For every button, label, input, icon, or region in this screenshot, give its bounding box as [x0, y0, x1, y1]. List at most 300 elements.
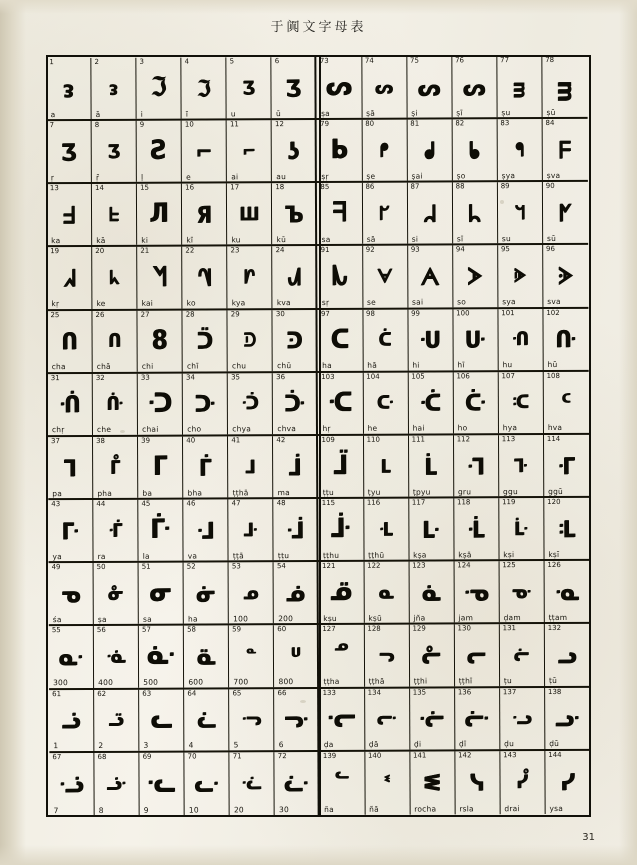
- cell-number: 55: [51, 626, 61, 635]
- cell-romanization: 20: [233, 805, 244, 815]
- cell-romanization: ai: [231, 172, 239, 182]
- cell-number: 139: [322, 751, 337, 760]
- cell-romanization: ṣva: [546, 170, 561, 180]
- letter-glyph: Ш: [239, 202, 260, 225]
- page-number: 31: [582, 832, 595, 843]
- cell-romanization: ya: [52, 551, 62, 561]
- cell-romanization: 9: [143, 806, 149, 816]
- cell-number: 26: [95, 310, 105, 319]
- chart-cell: [137, 58, 182, 119]
- letter-glyph: ᓨ: [241, 772, 263, 794]
- chart-row: [49, 624, 590, 690]
- letter-glyph: ᒧ: [245, 455, 256, 478]
- cell-romanization: ṣṛ: [321, 171, 329, 181]
- page-edge-bottom: [0, 845, 637, 865]
- cell-romanization: ṣī: [456, 108, 463, 118]
- cell-romanization: ku: [231, 235, 241, 245]
- chart-cell: [319, 499, 364, 560]
- letter-glyph: ᴟ: [513, 75, 525, 98]
- cell-number: 102: [546, 308, 560, 317]
- chart-cell: [227, 184, 272, 245]
- cell-romanization: chī: [186, 361, 199, 371]
- cell-romanization: e: [186, 172, 191, 182]
- letter-glyph: ᖻ: [514, 201, 525, 224]
- chart-cell: [455, 688, 500, 749]
- letter-glyph: ᓝ: [283, 705, 309, 734]
- cell-number: 76: [455, 56, 465, 65]
- cell-number: 111: [411, 435, 426, 444]
- cell-romanization: kva: [276, 298, 291, 308]
- cell-number: 4: [184, 57, 190, 66]
- letter-glyph: ᓕ: [466, 641, 487, 670]
- chart-cell: [48, 374, 93, 435]
- chart-cell: [272, 57, 317, 118]
- letter-glyph: ᓟ: [376, 707, 397, 730]
- chart-cell: [409, 435, 454, 496]
- cell-number: 74: [364, 56, 374, 65]
- cell-romanization: sya: [502, 297, 516, 307]
- cell-number: 83: [500, 119, 510, 128]
- chart-cell: [544, 435, 589, 496]
- letter-glyph: ᑟ: [241, 392, 259, 415]
- chart-cell: [92, 184, 137, 245]
- letter-glyph: ᓢ: [512, 706, 532, 729]
- chart-cell: [93, 500, 138, 561]
- cell-romanization: se: [366, 297, 376, 307]
- cell-number: 125: [502, 561, 516, 570]
- letter-glyph: ᗀ: [197, 263, 212, 292]
- cell-number: 77: [500, 56, 510, 65]
- cell-number: 93: [410, 246, 420, 255]
- letter-glyph: ᖵ: [63, 201, 76, 229]
- cell-romanization: sū: [546, 233, 557, 243]
- cell-number: 104: [366, 372, 380, 381]
- cell-romanization: hu: [502, 360, 513, 370]
- letter-glyph: ᓜ: [241, 707, 262, 730]
- cell-romanization: chi: [141, 362, 154, 372]
- cell-number: 23: [230, 246, 240, 255]
- chart-cell: [184, 499, 229, 560]
- cell-romanization: ṣu: [501, 107, 511, 117]
- letter-glyph: ᴟ: [557, 72, 572, 101]
- letter-glyph: ᒹ: [514, 517, 529, 540]
- letter-glyph: ᖶ: [109, 203, 119, 226]
- cell-number: 36: [276, 372, 286, 381]
- letter-glyph: Ъ: [284, 200, 304, 228]
- letter-glyph: ᗁ: [244, 265, 255, 288]
- letter-glyph: ᓦ: [146, 768, 177, 799]
- chart-cell: [137, 247, 182, 308]
- cell-number: 115: [321, 499, 336, 508]
- chart-cell: [230, 752, 275, 815]
- letter-glyph: Ƨ: [150, 135, 168, 166]
- letter-glyph: ᔕ: [325, 71, 353, 102]
- cell-romanization: chai: [142, 425, 159, 435]
- cell-number: 130: [457, 624, 471, 633]
- letter-glyph: ᒨ: [288, 452, 302, 481]
- chart-cell: [274, 499, 319, 560]
- letter-glyph: ᖹ: [423, 199, 436, 228]
- chart-cell: [183, 310, 228, 371]
- cell-romanization: bha: [187, 488, 203, 498]
- chart-cell: [318, 246, 363, 307]
- chart-cell: [317, 183, 362, 244]
- chart-cell: [544, 561, 589, 622]
- chart-cell: [228, 373, 273, 434]
- chart-cell: [500, 624, 545, 685]
- cell-number: 90: [545, 182, 555, 191]
- cell-number: 44: [96, 500, 106, 509]
- letter-glyph: ᒪ: [380, 454, 391, 477]
- letter-glyph: ᖾ: [109, 266, 120, 289]
- cell-number: 45: [141, 499, 151, 508]
- cell-romanization: cha: [51, 362, 66, 372]
- chart-cell: [455, 625, 500, 686]
- chart-cell: [498, 245, 543, 306]
- cell-romanization: jam: [458, 613, 474, 623]
- letter-glyph: ᗃ: [332, 261, 348, 292]
- letter-glyph: ᓖ: [513, 643, 530, 666]
- cell-number: 106: [456, 372, 470, 381]
- letter-glyph: ᑘ: [464, 325, 486, 354]
- chart-row: [47, 119, 588, 185]
- cell-number: 58: [187, 625, 197, 634]
- cell-romanization: cho: [187, 424, 202, 435]
- chart-cell: [452, 56, 497, 117]
- cell-romanization: ḍī: [459, 739, 467, 749]
- chart-cell: [274, 689, 319, 750]
- chart-cell: [498, 182, 543, 243]
- cell-romanization: su: [501, 234, 512, 244]
- cell-romanization: hva: [547, 423, 563, 433]
- letter-glyph: ᓌ: [58, 643, 84, 671]
- letter-glyph: ᑓ: [243, 328, 256, 351]
- letter-glyph: ᒬ: [466, 451, 485, 480]
- letter-glyph: ᒸ: [467, 515, 485, 543]
- cell-number: 118: [456, 498, 471, 507]
- cell-romanization: chā: [96, 362, 111, 372]
- letter-glyph: ᑞ: [194, 390, 216, 418]
- cell-number: 47: [231, 499, 241, 508]
- cell-romanization: ra: [97, 551, 106, 561]
- chart-cell: [545, 624, 590, 685]
- cell-number: 32: [95, 373, 105, 382]
- cell-romanization: chva: [277, 424, 297, 434]
- chart-cell: [183, 436, 228, 497]
- chart-cell: [138, 373, 183, 434]
- letter-glyph: Л: [149, 199, 169, 230]
- cell-romanization: ki: [141, 235, 149, 245]
- cell-romanization: hū: [547, 360, 558, 370]
- cell-romanization: che: [97, 425, 112, 435]
- letter-glyph: ᑔ: [286, 326, 303, 355]
- letter-glyph: ᖯ: [330, 135, 348, 166]
- chart-cell: [362, 57, 407, 118]
- cell-number: 144: [548, 750, 562, 759]
- letter-glyph: ᒩ: [333, 450, 348, 481]
- cell-number: 21: [140, 247, 150, 256]
- cell-romanization: ū: [275, 108, 281, 118]
- letter-glyph: ᑢ: [376, 391, 394, 414]
- cell-number: 48: [276, 499, 286, 508]
- cell-number: 122: [367, 561, 381, 571]
- cell-romanization: hī: [457, 360, 465, 370]
- cell-number: 33: [140, 373, 150, 382]
- cell-number: 64: [187, 689, 197, 698]
- cell-number: 114: [546, 434, 561, 443]
- cell-number: 138: [547, 687, 562, 696]
- cell-number: 81: [410, 119, 420, 128]
- letter-glyph: ᓑ: [290, 642, 301, 670]
- cell-number: 38: [96, 436, 106, 445]
- chart-cell: [363, 372, 408, 433]
- chart-cell: [499, 435, 544, 496]
- cell-romanization: ṭṭu: [322, 487, 334, 497]
- chart-cell: [91, 58, 136, 119]
- cell-romanization: ā: [95, 109, 101, 119]
- cell-romanization: ggū: [548, 486, 563, 496]
- letter-glyph: ᔕ: [374, 75, 394, 98]
- cell-romanization: ṭṭha: [323, 676, 340, 687]
- chart-cell: [318, 436, 363, 497]
- letter-glyph: Ʒ: [242, 76, 256, 99]
- letter-glyph: 8: [151, 325, 168, 356]
- chart-cell: [273, 310, 318, 371]
- chart-row: [48, 498, 589, 564]
- cell-romanization: ko: [186, 298, 196, 308]
- cell-romanization: ṣe: [366, 171, 376, 181]
- letter-glyph: ᓭ: [469, 768, 485, 797]
- cell-romanization: kṣi: [503, 549, 515, 559]
- letter-glyph: ᓧ: [194, 769, 220, 798]
- chart-cell: [453, 372, 498, 433]
- cell-romanization: gru: [457, 486, 472, 496]
- cell-number: 46: [186, 499, 196, 508]
- letter-glyph: ᑕ: [330, 324, 350, 355]
- cell-number: 2: [94, 57, 99, 66]
- letter-glyph: ᓙ: [108, 708, 124, 731]
- cell-number: 51: [141, 562, 151, 572]
- chart-cell: [49, 563, 94, 624]
- letter-glyph: ᖷ: [332, 198, 347, 229]
- cell-number: 6: [274, 57, 280, 66]
- chart-cell: [227, 247, 272, 308]
- chart-cell: [500, 751, 545, 814]
- letter-glyph: ᴈ: [109, 76, 119, 99]
- letter-glyph: ᑎ: [108, 329, 122, 352]
- cell-romanization: ña: [324, 805, 334, 815]
- letter-glyph: ᓪ: [334, 767, 350, 798]
- cell-romanization: ṭū: [548, 676, 558, 686]
- cell-romanization: u: [230, 109, 236, 119]
- cell-number: 20: [95, 247, 105, 256]
- cell-number: 25: [50, 310, 60, 319]
- chart-cell: [408, 309, 453, 370]
- letter-glyph: ᒷ: [422, 515, 440, 544]
- cell-romanization: a: [50, 109, 56, 119]
- letter-glyph: ᓫ: [384, 771, 390, 794]
- cell-romanization: sī: [456, 234, 464, 244]
- letter-glyph: ᓒ: [333, 640, 350, 671]
- chart-cell: [454, 435, 499, 496]
- chart-cell: [229, 626, 274, 687]
- cell-romanization: ṭṭu: [277, 550, 290, 560]
- chart-cell: [47, 121, 92, 182]
- cell-number: 92: [365, 246, 375, 255]
- letter-glyph: ᓮ: [516, 770, 529, 793]
- cell-romanization: sva: [547, 297, 561, 307]
- letter-glyph: ᓠ: [419, 704, 445, 733]
- letter-glyph: ᒱ: [150, 514, 171, 545]
- letter-glyph: ᓣ: [555, 704, 580, 732]
- chart-cell: [499, 372, 544, 433]
- cell-romanization: ṭṭhi: [413, 676, 428, 686]
- chart-cell: [182, 121, 227, 182]
- cell-number: 67: [52, 752, 62, 761]
- cell-number: 123: [412, 561, 426, 570]
- cell-number: 35: [231, 373, 240, 382]
- chart-cell: [48, 437, 93, 498]
- letter-glyph: ᖺ: [468, 199, 481, 228]
- letter-glyph: ᗈ: [558, 262, 574, 290]
- letter-glyph: ᒭ: [514, 454, 528, 477]
- chart-row: [47, 308, 588, 374]
- cell-romanization: hya: [502, 423, 518, 433]
- cell-number: 17: [230, 183, 240, 192]
- chart-cell: [227, 57, 272, 118]
- cell-romanization: ṭṭhī: [458, 676, 473, 686]
- letter-glyph: ᓂ: [149, 577, 173, 608]
- chart-cell: [500, 688, 545, 749]
- letter-glyph: ᓏ: [196, 642, 216, 671]
- cell-romanization: ba: [142, 488, 153, 498]
- chart-cell: [499, 498, 544, 559]
- cell-number: 97: [320, 309, 330, 318]
- page-edge-top: [0, 0, 637, 14]
- cell-number: 142: [458, 751, 472, 760]
- chart-cell: [409, 499, 454, 560]
- letter-glyph: ᑛ: [59, 390, 81, 419]
- letter-glyph: ᑦ: [561, 388, 572, 417]
- cell-romanization: ṣā: [366, 108, 376, 118]
- chart-cell: [92, 247, 137, 308]
- cell-number: 137: [502, 687, 517, 696]
- cell-number: 131: [502, 624, 517, 633]
- cell-number: 135: [412, 688, 427, 697]
- letter-glyph: ᒤ: [110, 455, 121, 478]
- cell-number: 22: [185, 247, 195, 256]
- chart-cell: [138, 437, 183, 498]
- chart-cell: [544, 372, 589, 433]
- letter-glyph: ᑚ: [555, 325, 577, 353]
- letter-glyph: ᒣ: [63, 453, 77, 482]
- letter-glyph: ᒥ: [153, 451, 168, 482]
- cell-number: 126: [547, 561, 561, 570]
- cell-romanization: he: [367, 424, 378, 434]
- cell-romanization: so: [457, 297, 467, 307]
- cell-romanization: la: [142, 551, 150, 561]
- letter-glyph: ᓘ: [61, 706, 81, 735]
- page-title: 于阗文字母表: [270, 20, 367, 35]
- chart-cell: [138, 500, 183, 561]
- cell-number: 16: [185, 183, 195, 192]
- cell-number: 89: [500, 182, 510, 191]
- cell-romanization: ṭyu: [367, 487, 381, 497]
- letter-glyph: ᔕ: [417, 73, 441, 101]
- letter-glyph: ᑖ: [378, 328, 392, 351]
- cell-romanization: ṣi: [411, 108, 418, 118]
- letter-glyph: ᓡ: [464, 704, 490, 733]
- cell-romanization: 200: [278, 614, 294, 624]
- letter-glyph: ᗂ: [287, 263, 301, 291]
- cell-romanization: ṭu: [503, 676, 512, 686]
- chart-cell: [137, 121, 182, 182]
- cell-number: 63: [142, 689, 152, 698]
- cell-romanization: kā: [96, 235, 106, 245]
- cell-number: 101: [501, 308, 515, 317]
- chart-row: [49, 751, 590, 817]
- chart-cell: [275, 752, 320, 815]
- chart-cell: [227, 120, 272, 181]
- cell-romanization: chu: [231, 361, 247, 371]
- cell-romanization: 2: [98, 741, 104, 751]
- cell-number: 19: [50, 247, 60, 256]
- chart-cell: [228, 310, 273, 371]
- letter-glyph: Ʒ: [107, 140, 121, 163]
- cell-romanization: ṝ: [95, 172, 100, 182]
- chart-cell: [182, 184, 227, 245]
- chart-cell: [139, 626, 184, 687]
- cell-number: 134: [367, 688, 382, 697]
- cell-number: 94: [455, 245, 465, 254]
- letter-glyph: ᓥ: [106, 772, 127, 795]
- cell-romanization: ṛ: [50, 172, 55, 182]
- cell-romanization: kai: [141, 298, 154, 308]
- cell-number: 127: [322, 625, 336, 634]
- cell-romanization: kya: [231, 298, 246, 308]
- chart-cell: [183, 373, 228, 434]
- chart-cell: [407, 120, 452, 181]
- letter-glyph: ᖴ: [559, 135, 572, 164]
- cell-romanization: chū: [277, 361, 292, 371]
- cell-romanization: 6: [278, 740, 284, 750]
- cell-number: 75: [409, 56, 419, 65]
- chart-cell: [182, 57, 227, 118]
- alphabet-chart-grid: [46, 56, 590, 816]
- chart-cell: [272, 183, 317, 244]
- letter-glyph: ᓓ: [378, 644, 395, 667]
- letter-glyph: ᖸ: [379, 202, 390, 224]
- cell-number: 12: [275, 120, 284, 129]
- letter-glyph: ᒶ: [379, 517, 393, 540]
- chart-cell: [363, 309, 408, 370]
- cell-romanization: 300: [53, 678, 69, 688]
- chart-row: [47, 245, 588, 311]
- chart-cell: [140, 752, 185, 815]
- cell-romanization: 4: [188, 740, 194, 750]
- chart-cell: [453, 309, 498, 370]
- cell-romanization: 400: [98, 677, 114, 688]
- chart-cell: [93, 437, 138, 498]
- letter-glyph: ᔕ: [462, 73, 486, 101]
- cell-number: 140: [367, 751, 382, 760]
- letter-glyph: ℑ: [196, 74, 211, 102]
- cell-number: 9: [139, 120, 145, 129]
- cell-number: 52: [186, 562, 196, 571]
- cell-romanization: 600: [188, 677, 204, 687]
- cell-number: 70: [187, 752, 197, 761]
- cell-romanization: ka: [51, 236, 61, 246]
